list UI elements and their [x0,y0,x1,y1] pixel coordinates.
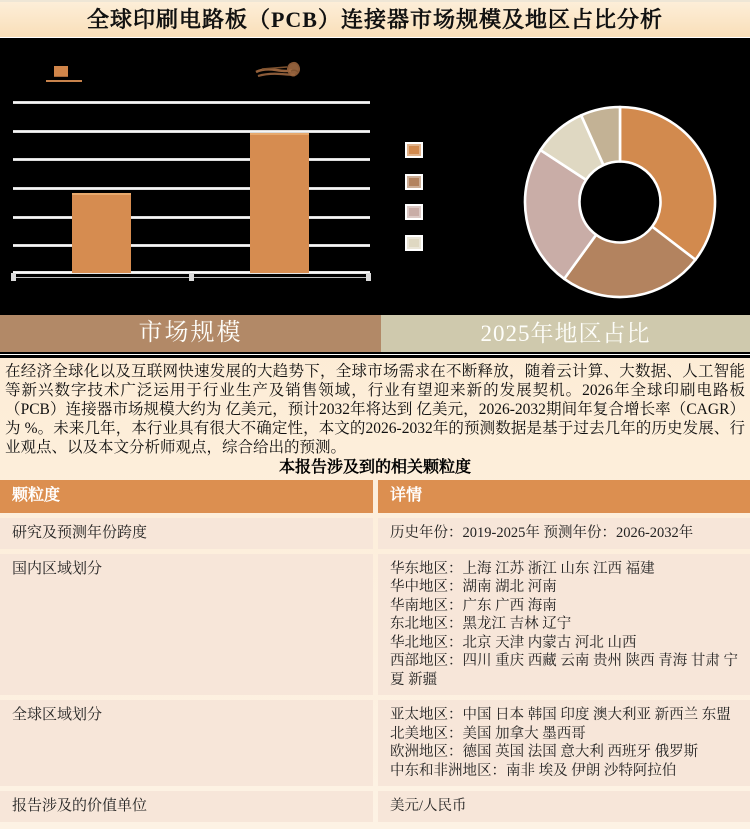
row-label-cell: 国内区域划分 [0,554,373,696]
donut-legend-swatch-1 [405,174,423,190]
page-title: 全球印刷电路板（PCB）连接器市场规模及地区占比分析 [86,7,663,32]
table-header-row [0,480,750,513]
row-detail-cell [378,700,750,786]
detail-line: 华东地区：上海 江苏 浙江 山东 江西 福建 [390,560,655,577]
donut-legend-swatch-color [407,206,421,218]
granularity-table [0,480,750,822]
detail-line: 美元/人民币 [390,798,467,814]
detail-line: 华南地区：广东 广西 海南 [390,597,557,614]
header-cell-granularity: 颗粒度 [0,480,373,513]
row-detail-cell [378,791,750,822]
donut-legend-swatch-color [407,144,421,156]
table-row-2 [0,700,750,786]
detail-line: 亚太地区：中国 日本 韩国 印度 澳大利亚 新西兰 东盟 [390,707,731,723]
detail-line: 西部地区：四川 重庆 西藏 云南 贵州 陕西 青海 甘肃 宁夏 新疆 [390,653,738,688]
banner-market-size: 市场规模 [0,315,381,352]
detail-line: 华北地区：北京 天津 内蒙古 河北 山西 [390,634,637,651]
row-label-cell: 全球区域划分 [0,700,373,786]
body-section [0,358,750,827]
table-title: 本报告涉及到的相关颗粒度 [278,459,471,476]
section-banners [0,315,750,352]
table-row-0 [0,518,750,549]
detail-line: 欧洲地区：德国 英国 法国 意大利 西班牙 俄罗斯 [390,744,699,760]
donut-chart [520,100,720,300]
detail-line: 东北地区：黑龙江 吉林 辽宁 [390,616,572,632]
detail-line: 中东和非洲地区：南非 埃及 伊朗 沙特阿拉伯 [390,762,677,779]
chart-canvas [0,38,750,315]
title-bar [0,0,750,38]
row-label-cell: 研究及预测年份跨度 [0,518,373,549]
donut-legend-swatch-color [407,176,421,188]
banner-region-share: 2025年地区占比 [381,315,750,352]
table-row-3 [0,791,750,822]
donut-legend-swatch-2 [405,204,423,220]
header-cell-detail: 详情 [378,480,750,513]
table-row-1 [0,554,750,696]
donut-legend-swatch-0 [405,142,423,158]
row-detail-cell [378,554,750,696]
donut-legend-swatch-color [407,237,421,249]
donut-legend-swatch-3 [405,235,423,251]
detail-line: 历史年份：2019-2025年 预测年份：2026-2032年 [390,525,694,541]
table-body [0,518,750,822]
row-detail-cell [378,518,750,549]
detail-line: 北美地区：美国 加拿大 墨西哥 [390,725,586,742]
intro-paragraph: 在经济全球化以及互联网快速发展的大趋势下，全球市场需求在不断释放，随着云计算、大数据、人工智能等新兴数字技术广泛运用于行业生产及销售领域，行业有望迎来新的发展契机。2026年全球印刷电路板（PCB）连接器市场规模大约为 亿美元，预计2032年将达到 亿美元，2026-2032期间年复合增长率（CAGR）为 %。未来几年，本行业具有很大不确定性，本文的2026-2032年的预测数据是基于过去几年的历史发展、行业观点、以及本文分析师观点，综合给出的预测。 [5,363,745,456]
detail-line: 华中地区：湖南 湖北 河南 [390,579,557,595]
row-label-cell: 报告涉及的价值单位 [0,791,373,822]
